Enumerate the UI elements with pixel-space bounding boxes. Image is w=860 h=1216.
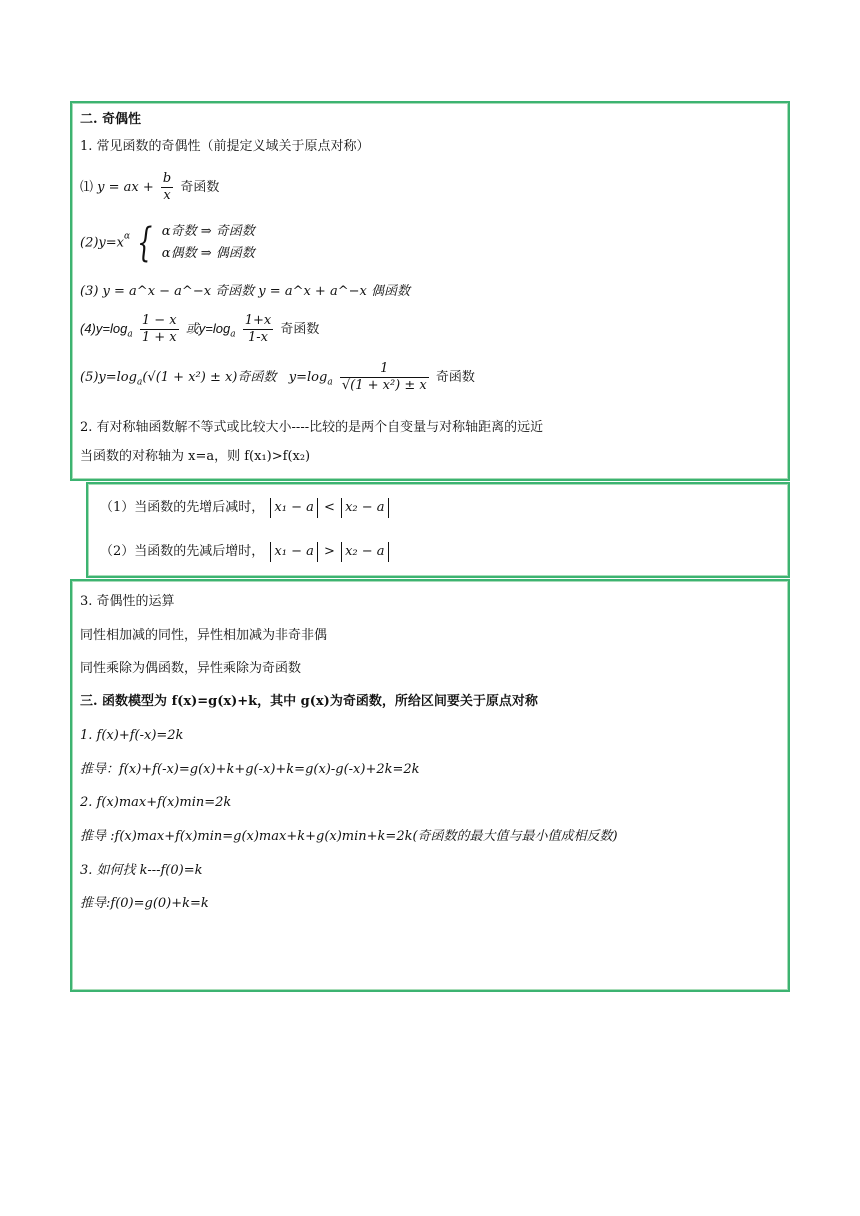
formula-1-denominator: x [163,188,171,203]
case-2-abs-right: x₂ − a [341,542,388,562]
case-1-text: （1）当函数的先增后减时， [100,500,265,515]
rule-add-subtract: 同性相加减的同性，异性相加减为非奇非偶 [80,628,328,643]
formula-4-numerator-1: 1 − x [141,313,177,328]
formula-5-denominator: √(1 + x²) ± x [341,378,427,393]
case-1-abs-right: x₂ − a [341,498,388,518]
property-1: 1. f(x)+f(-x)=2k [80,728,184,743]
formula-4-mid: 或y=log [185,321,231,336]
case-1-operator: < [324,500,335,515]
case-1-abs-left: x₁ − a [270,498,317,518]
section-parity-box [70,101,790,481]
formula-1 [80,171,219,204]
formula-3: (3) y = a^x − a^−x 奇函数 y = a^x + a^−x 偶函数 [80,284,410,299]
formula-4 [80,313,319,346]
formula-2-case-even: α偶数 ⇒ 偶函数 [161,246,255,261]
formula-5-numerator: 1 [340,361,429,378]
property-2: 2. f(x)max+f(x)min=2k [80,795,232,810]
formula-1-lhs: y = ax + [97,180,154,195]
case-2-abs-left: x₁ − a [270,542,317,562]
formula-1-label: ⑴ [80,180,94,195]
case-increase-then-decrease [100,498,391,518]
formula-5-fraction [340,361,429,394]
item-symmetric-axis-condition: 当函数的对称轴为 x=a，则 f(x₁)>f(x₂) [80,449,311,464]
formula-5-left: (5)y=log [80,370,137,385]
formula-1-fraction [161,171,173,204]
formula-2-exponent: α [123,231,131,242]
formula-5 [80,361,475,394]
left-brace-icon: { [137,220,153,266]
formula-2-case-odd: α奇数 ⇒ 奇函数 [161,224,255,239]
formula-4-numerator-2: 1+x [244,313,272,328]
formula-5-base: a [136,377,143,388]
formula-4-base: a [127,329,133,340]
case-2-operator: > [324,544,335,559]
item-symmetric-axis: 2. 有对称轴函数解不等式或比较大小----比较的是两个自变量与对称轴距离的远近 [80,420,544,435]
formula-2-cases [162,221,255,265]
property-3-proof: 推导:f(0)=g(0)+k=k [80,896,209,911]
section-heading-function-model: 三. 函数模型为 f(x)=g(x)+k，其中 g(x)为奇函数，所给区间要关于原点对称 [80,694,538,709]
formula-5-base-2: a [327,377,333,388]
formula-4-denominator-1: 1 + x [141,330,177,345]
formula-2 [80,221,255,265]
formula-5-tail: 奇函数 [435,370,475,385]
formula-4-tail: 奇函数 [280,322,320,337]
property-1-proof: 推导：f(x)+f(-x)=g(x)+k+g(-x)+k=g(x)-g(-x)+2k=2k [80,762,420,777]
case-2-text: （2）当函数的先减后增时， [100,544,265,559]
case-decrease-then-increase [100,542,391,562]
formula-5-arg: (√(1 + x²) ± x)奇函数 [142,370,277,385]
formula-4-base-2: a [230,329,236,340]
item-parity-operations: 3. 奇偶性的运算 [80,594,175,609]
formula-4-denominator-2: 1-x [247,330,268,345]
item-common-functions: 1. 常见函数的奇偶性（前提定义域关于原点对称） [80,139,370,154]
formula-1-tail: 奇函数 [180,180,220,195]
section-heading-parity: 二. 奇偶性 [80,112,142,127]
formula-4-fraction-2 [243,313,274,346]
parity-operations-box [70,579,790,992]
comparison-cases-box [86,482,790,578]
formula-2-lhs: (2)y=x [80,235,124,251]
formula-5-right: y=log [288,370,328,385]
property-2-proof: 推导 :f(x)max+f(x)min=g(x)max+k+g(x)min+k=2k(奇函数的最大值与最小值成相反数) [80,829,618,844]
rule-multiply-divide: 同性乘除为偶函数，异性乘除为奇函数 [80,661,302,676]
formula-4-label: (4)y=log [80,321,128,336]
property-3: 3. 如何找 k---f(0)=k [80,863,203,878]
formula-4-fraction-1 [140,313,179,346]
formula-1-numerator: b [162,171,172,186]
